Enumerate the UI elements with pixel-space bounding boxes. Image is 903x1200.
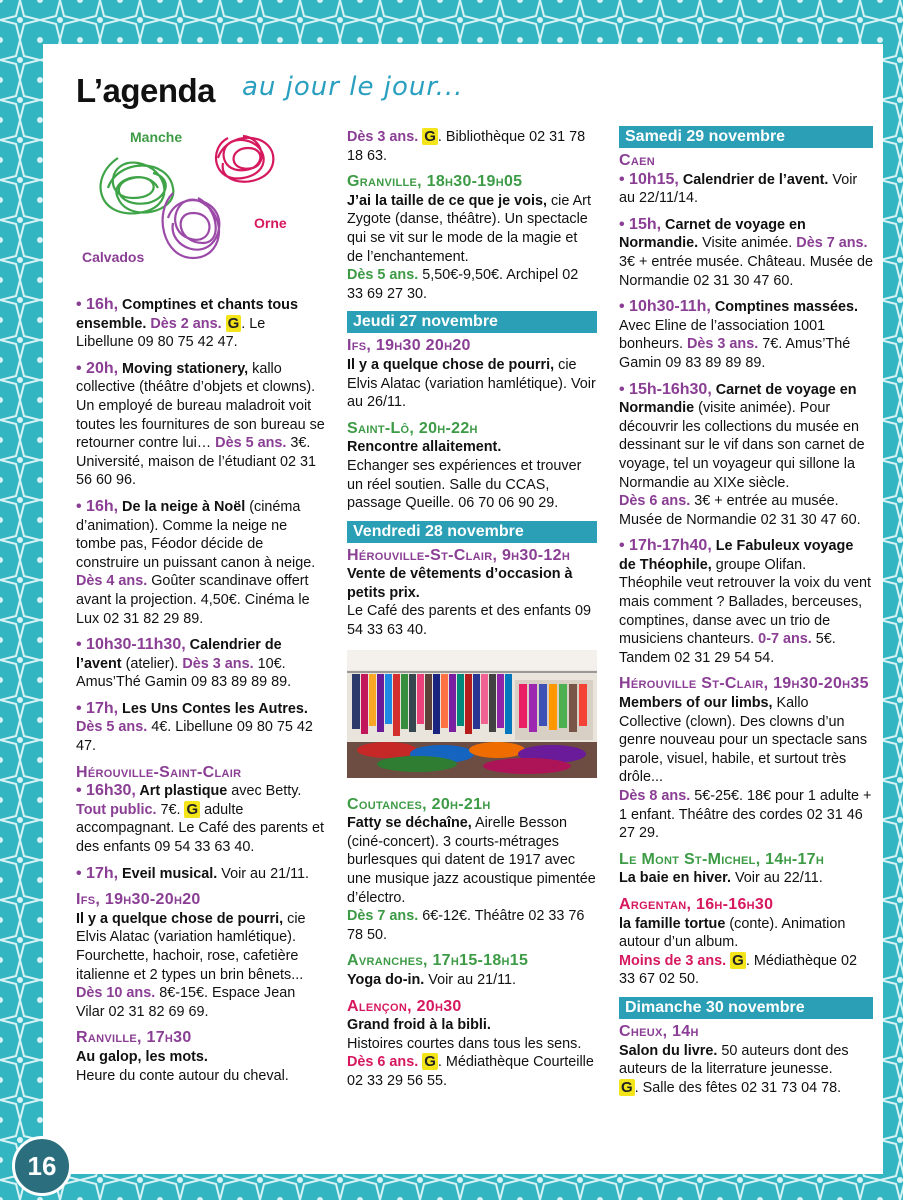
column-2 [347, 128, 597, 1099]
city-heading: Avranches, 17h15-18h15 [347, 952, 529, 970]
event-item: • 17h, Eveil musical. Voir au 21/11. [76, 864, 310, 882]
city-heading: Argentan, 16h-16h30 [619, 895, 774, 913]
event-item: • 15h-16h30, Carnet de voyage en Normandie (visite animée). Pour découvrir les collections du musée en dessinant sur le vif dans son carnet de voyage, tel un voyageur qui sillone la Normandie au XIXe siècle. Dès 6 ans. 3€ + entrée au musée. Musée de Normandie 02 31 30 47 60. [619, 380, 865, 528]
column-3 [619, 124, 873, 1105]
event-item: La baie en hiver. Voir au 22/11. [619, 870, 823, 887]
event-item: • 16h30, Art plastique avec Betty. Tout public. 7€. G adulte accompagnant. Le Café des parents et des enfants 09 54 33 63 40. [76, 782, 324, 856]
free-badge: G [227, 314, 240, 332]
page-subtitle: au jour le jour... [242, 72, 464, 102]
event-item: Au galop, les mots. Heure du conte autour du cheval. [76, 1048, 289, 1084]
city-heading: Hérouville St-Clair, 19h30-20h35 [619, 675, 869, 693]
city-heading: Alençon, 20h30 [347, 997, 462, 1015]
event-item: Vente de vêtements d’occasion à petits prix. Le Café des parents et des enfants 09 54 33 63 40. [347, 566, 592, 639]
event-item: J’ai la taille de ce que je vois, cie Art Zygote (danse, théâtre). Un spectacle qui se vit sur le mode de la magie et de l’enchantement. Dès 5 ans. 5,50€-9,50€. Archipel 02 33 69 27 30. [347, 192, 591, 302]
page-number: 16 [12, 1136, 72, 1196]
event-item: Dès 3 ans. G . Bibliothèque 02 31 78 18 63. [347, 128, 586, 164]
map-label-manche: Manche [130, 129, 183, 145]
day-band: Jeudi 27 novembre [347, 311, 597, 333]
free-badge: G [732, 951, 744, 969]
city-heading: Ifs, 19h30-20h20 [76, 891, 201, 909]
event-item: Salon du livre. 50 auteurs dont des auteurs de la literrature jeunesse. G . Salle des fêtes 02 31 73 04 78. [619, 1042, 849, 1096]
free-badge: G [424, 1053, 436, 1071]
free-badge: G [621, 1078, 633, 1096]
event-item: • 17h, Les Uns Contes les Autres. Dès 5 ans. 4€. Libellune 09 80 75 42 47. [76, 699, 313, 755]
event-item: Members of our limbs, Kallo Collective (clown). Des clowns d’un genre nouveau pour un spectacle sans parole, visuel, habile, et surtout très drôle... Dès 8 ans. 5€-25€. 18€ pour 1 adulte + 1 enfant. Théâtre des cordes 02 31 46 27 29. [619, 695, 872, 842]
day-band: Dimanche 30 novembre [619, 997, 873, 1019]
city-heading: Saint-Lô, 20h-22h [347, 419, 478, 437]
city-heading: Caen [619, 152, 655, 169]
event-item: • 10h15, Calendrier de l’avent. Voir au 22/11/14. [619, 170, 858, 207]
event-item: Il y a quelque chose de pourri, cie Elvis Alatac (variation hamlétique). Voir au 26/11. [347, 356, 596, 411]
city-heading: Ranville, 17h30 [76, 1029, 192, 1047]
event-item: Il y a quelque chose de pourri, cie Elvis Alatac (variation hamlétique). Fourchette, hachoir, rose, cafetière italienne et 2 types un brin bênets... Dès 10 ans. 8€-15€. Espace Jean Vilar 02 31 82 69 69. [76, 910, 306, 1020]
clothing-sale-photo [347, 650, 597, 778]
free-badge: G [424, 128, 436, 145]
column-1 [76, 296, 326, 1093]
day-band: Samedi 29 novembre [619, 126, 873, 148]
city-heading: Hérouville-Saint-Clair [76, 763, 242, 781]
event-item: • 17h-17h40, Le Fabuleux voyage de Théophile, groupe Olifan. Théophile veut retrouver la voix du vent mais comment ? Ballades, berceuses, comptines, danse avec un trio de musiciens chanteurs. 0-7 ans. 5€. Tandem 02 31 29 54 54. [619, 537, 871, 666]
city-heading: Le Mont St-Michel, 14h-17h [619, 850, 825, 868]
region-scribble-map [78, 118, 318, 278]
event-item: Grand froid à la bibli. Histoires courtes dans tous les sens. Dès 6 ans. G . Médiathèque Courteille 02 33 29 56 55. [347, 1017, 594, 1089]
event-item: • 20h, Moving stationery, kallo collective (théâtre d’objets et clowns). Un employé de bureau maladroit voit toutes les fournitures de son bureau se retourner contre lui… Dès 5 ans. 3€. Université, maison de l’étudiant 02 31 56 60 96. [76, 359, 325, 489]
event-item: • 16h, Comptines et chants tous ensemble. Dès 2 ans. G . Le Libellune 09 80 75 42 47. [76, 296, 298, 351]
map-label-calvados: Calvados [82, 249, 145, 265]
event-item: la famille tortue (conte). Animation autour d’un album. Moins de 3 ans. G . Médiathèque 02 33 67 02 50. [619, 915, 858, 988]
event-item: Rencontre allaitement. Echanger ses expériences et trouver un réel soutien. Salle du CCAS, passage Queille. 06 70 06 90 29. [347, 439, 582, 512]
event-item: Fatty se déchaîne, Airelle Besson (ciné-concert). 3 courts-métrages burlesques qui datent de 1917 avec une musique jazz acoustique pimentée d’électro. Dès 7 ans. 6€-12€. Théâtre 02 33 76 78 50. [347, 815, 596, 943]
map-label-orne: Orne [254, 215, 287, 231]
event-item: • 10h30-11h30, Calendrier de l’avent (atelier). Dès 3 ans. 10€. Amus’Thé Gamin 09 83 89 89 89. [76, 636, 292, 691]
city-heading: Hérouville-St-Clair, 9h30-12h [347, 546, 571, 564]
city-heading: Granville, 18h30-19h05 [347, 173, 523, 191]
page-title: L’agenda [76, 72, 216, 109]
city-heading: Cheux, 14h [619, 1022, 699, 1040]
event-item: • 15h, Carnet de voyage en Normandie. Visite animée. Dès 7 ans. 3€ + entrée musée. Château. Musée de Normandie 02 31 30 47 60. [619, 215, 874, 289]
city-heading: Ifs, 19h30 20h20 [347, 337, 471, 355]
event-item: Yoga do-in. Voir au 21/11. [347, 972, 517, 988]
event-item: • 10h30-11h, Comptines massées. Avec Eline de l’association 1001 bonheurs. Dès 3 ans. 7€. Amus’Thé Gamin 09 83 89 89 89. [619, 298, 859, 371]
free-badge: G [186, 800, 199, 818]
city-heading: Coutances, 20h-21h [347, 795, 491, 813]
event-item: • 16h, De la neige à Noël (cinéma d’animation). Comme la neige ne tombe pas, Féodor décide de construire un puissant canon à neige. Dès 4 ans. Goûter scandinave offert avant la projection. 4,50€. Cinéma le Lux 02 31 82 29 89. [76, 497, 316, 627]
day-band: Vendredi 28 novembre [347, 521, 597, 543]
